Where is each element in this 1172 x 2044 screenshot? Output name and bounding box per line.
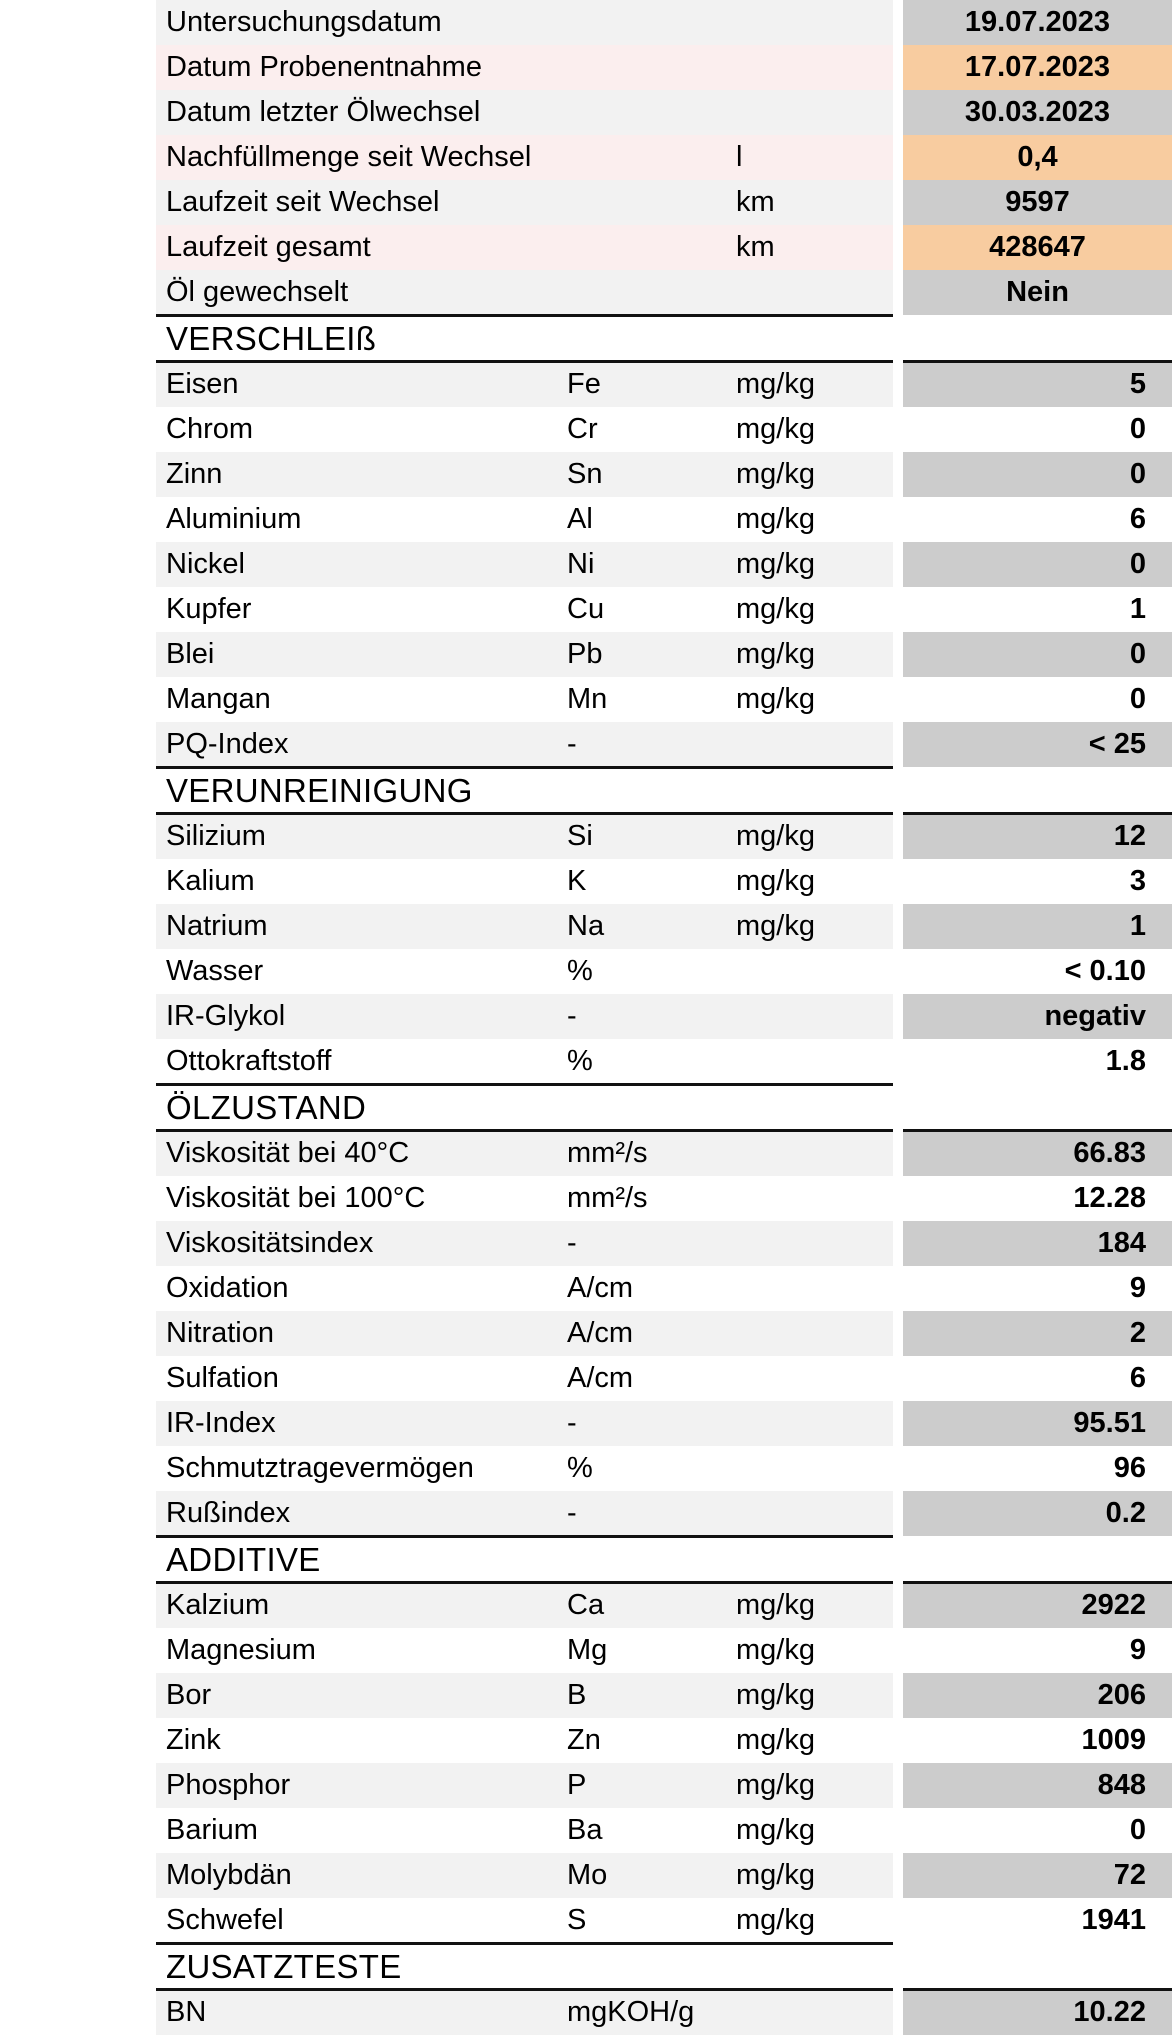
field-value: 0,4	[1017, 141, 1058, 173]
parameter-label: Schwefel	[166, 1904, 284, 1936]
parameter-symbol: mm²/s	[567, 1182, 648, 1214]
field-label: Laufzeit gesamt	[166, 231, 371, 263]
parameter-label: Sulfation	[166, 1362, 279, 1394]
table-row	[156, 1853, 1172, 1898]
parameter-symbol: mm²/s	[567, 1137, 648, 1169]
parameter-value: 95.51	[1073, 1407, 1146, 1439]
value-column-rule	[903, 1129, 1172, 1132]
parameter-label: Kalium	[166, 865, 255, 897]
parameter-symbol: Sn	[567, 458, 603, 490]
table-row	[156, 722, 1172, 767]
table-row	[156, 542, 1172, 587]
parameter-value: 2922	[1081, 1589, 1146, 1621]
table-row	[156, 1039, 1172, 1084]
section-rule	[156, 360, 893, 363]
section-header	[156, 767, 1172, 814]
parameter-unit: mg/kg	[736, 1859, 815, 1891]
table-row	[156, 497, 1172, 542]
parameter-label: Ottokraftstoff	[166, 1045, 332, 1077]
table-row	[156, 632, 1172, 677]
table-row	[156, 1311, 1172, 1356]
parameter-unit: mg/kg	[736, 1634, 815, 1666]
table-row	[156, 1673, 1172, 1718]
parameter-label: Nitration	[166, 1317, 274, 1349]
parameter-unit: mg/kg	[736, 1589, 815, 1621]
parameter-label: Aluminium	[166, 503, 302, 535]
parameter-label: Barium	[166, 1814, 258, 1846]
field-value: 19.07.2023	[964, 6, 1111, 38]
parameter-symbol: A/cm	[567, 1272, 634, 1304]
parameter-symbol: Al	[567, 503, 593, 535]
parameter-unit: mg/kg	[736, 368, 815, 400]
parameter-label: Blei	[166, 638, 215, 670]
section-rule	[156, 1083, 893, 1086]
section-title: VERSCHLEIß	[166, 320, 377, 357]
value-column-rule	[903, 360, 1172, 363]
field-label: Öl gewechselt	[166, 276, 349, 308]
field-value: 17.07.2023	[964, 51, 1111, 83]
parameter-label: Viskosität bei 100°C	[166, 1182, 426, 1214]
parameter-symbol: A/cm	[567, 1317, 634, 1349]
parameter-symbol: %	[567, 955, 593, 987]
section-rule	[156, 1535, 893, 1538]
parameter-label: Nickel	[166, 548, 245, 580]
parameter-symbol: S	[567, 1904, 587, 1936]
parameter-label: IR-Index	[166, 1407, 276, 1439]
table-row	[156, 859, 1172, 904]
parameter-value: 6	[1129, 1362, 1146, 1394]
parameter-unit: mg/kg	[736, 910, 815, 942]
section-header	[156, 1943, 1172, 1990]
table-row	[156, 587, 1172, 632]
parameter-value: 0.2	[1105, 1497, 1146, 1529]
parameter-symbol: Ba	[567, 1814, 603, 1846]
parameter-symbol: A/cm	[567, 1362, 634, 1394]
parameter-symbol: -	[567, 728, 577, 760]
parameter-value: 6	[1129, 503, 1146, 535]
table-row	[156, 1763, 1172, 1808]
value-column-rule	[903, 812, 1172, 815]
parameter-label: IR-Glykol	[166, 1000, 286, 1032]
parameter-symbol: Ni	[567, 548, 595, 580]
parameter-label: Zink	[166, 1724, 221, 1756]
parameter-label: Oxidation	[166, 1272, 289, 1304]
parameter-value: 1941	[1081, 1904, 1146, 1936]
parameter-unit: mg/kg	[736, 1814, 815, 1846]
row-label-background	[156, 1990, 893, 2035]
table-row	[156, 814, 1172, 859]
parameter-symbol: B	[567, 1679, 587, 1711]
parameter-label: Rußindex	[166, 1497, 291, 1529]
field-label: Untersuchungsdatum	[166, 6, 442, 38]
field-label: Datum Probenentnahme	[166, 51, 482, 83]
parameter-symbol: Zn	[567, 1724, 601, 1756]
parameter-label: Molybdän	[166, 1859, 292, 1891]
parameter-label: Eisen	[166, 368, 239, 400]
section-header	[156, 315, 1172, 362]
parameter-unit: mg/kg	[736, 638, 815, 670]
parameter-unit: mg/kg	[736, 593, 815, 625]
parameter-value: 0	[1129, 413, 1146, 445]
parameter-value: 0	[1129, 683, 1146, 715]
parameter-label: PQ-Index	[166, 728, 289, 760]
section-header	[156, 1084, 1172, 1131]
parameter-value: 10.22	[1073, 1996, 1146, 2028]
table-row	[156, 1401, 1172, 1446]
parameter-symbol: Na	[567, 910, 605, 942]
parameter-value: 12	[1113, 820, 1146, 852]
parameter-unit: mg/kg	[736, 548, 815, 580]
parameter-symbol: Cu	[567, 593, 605, 625]
parameter-unit: mg/kg	[736, 683, 815, 715]
parameter-label: Kalzium	[166, 1589, 270, 1621]
table-row	[156, 362, 1172, 407]
parameter-symbol: Pb	[567, 638, 603, 670]
parameter-label: Natrium	[166, 910, 268, 942]
header-row	[156, 90, 1172, 135]
parameter-symbol: Fe	[567, 368, 601, 400]
parameter-label: Wasser	[166, 955, 264, 987]
field-label: Laufzeit seit Wechsel	[166, 186, 440, 218]
table-row	[156, 1356, 1172, 1401]
parameter-label: Zinn	[166, 458, 223, 490]
table-row	[156, 1808, 1172, 1853]
table-row	[156, 994, 1172, 1039]
table-row	[156, 1131, 1172, 1176]
parameter-label: Schmutztragevermögen	[166, 1452, 474, 1484]
table-row	[156, 452, 1172, 497]
header-row	[156, 45, 1172, 90]
parameter-label: Mangan	[166, 683, 271, 715]
section-rule	[156, 1129, 893, 1132]
field-label: Nachfüllmenge seit Wechsel	[166, 141, 532, 173]
header-row	[156, 135, 1172, 180]
parameter-symbol: Ca	[567, 1589, 605, 1621]
section-header	[156, 1536, 1172, 1583]
parameter-value: 72	[1113, 1859, 1146, 1891]
parameter-unit: mg/kg	[736, 1724, 815, 1756]
parameter-symbol: %	[567, 1045, 593, 1077]
section-rule	[156, 1581, 893, 1584]
parameter-value: 96	[1113, 1452, 1146, 1484]
parameter-symbol: %	[567, 1452, 593, 1484]
parameter-value: < 25	[1088, 728, 1146, 760]
parameter-unit: mg/kg	[736, 458, 815, 490]
table-row	[156, 1221, 1172, 1266]
parameter-value: 3	[1129, 865, 1146, 897]
header-row	[156, 0, 1172, 45]
parameter-value: 12.28	[1073, 1182, 1146, 1214]
parameter-label: Phosphor	[166, 1769, 291, 1801]
parameter-value: 66.83	[1073, 1137, 1146, 1169]
field-value: 9597	[1005, 186, 1070, 218]
parameter-value: 9	[1129, 1634, 1146, 1666]
parameter-label: Silizium	[166, 820, 266, 852]
section-rule	[156, 812, 893, 815]
section-title: ADDITIVE	[166, 1541, 321, 1578]
parameter-value: 5	[1129, 368, 1146, 400]
section-rule	[156, 1988, 893, 1991]
table-row	[156, 1628, 1172, 1673]
value-column-rule	[903, 1988, 1172, 1991]
parameter-symbol: -	[567, 1407, 577, 1439]
section-rule	[156, 314, 893, 317]
parameter-value: 0	[1129, 548, 1146, 580]
section-rule	[156, 1942, 893, 1945]
parameter-value: 0	[1129, 458, 1146, 490]
parameter-symbol: -	[567, 1000, 577, 1032]
parameter-symbol: -	[567, 1497, 577, 1529]
parameter-value: < 0.10	[1064, 955, 1146, 987]
parameter-label: Viskosität bei 40°C	[166, 1137, 410, 1169]
parameter-value: 1.8	[1105, 1045, 1146, 1077]
parameter-symbol: -	[567, 1227, 577, 1259]
section-title: VERUNREINIGUNG	[166, 772, 473, 809]
table-row	[156, 1583, 1172, 1628]
field-unit: km	[736, 231, 775, 263]
section-rule	[156, 766, 893, 769]
table-row	[156, 1718, 1172, 1763]
table-row	[156, 1990, 1172, 2035]
field-value: 428647	[989, 231, 1086, 263]
parameter-value: 0	[1129, 1814, 1146, 1846]
header-row	[156, 225, 1172, 270]
parameter-value: 0	[1129, 638, 1146, 670]
table-row	[156, 1491, 1172, 1536]
table-row	[156, 904, 1172, 949]
parameter-symbol: Si	[567, 820, 593, 852]
field-label: Datum letzter Ölwechsel	[166, 96, 481, 128]
table-row	[156, 1446, 1172, 1491]
parameter-symbol: Mn	[567, 683, 608, 715]
parameter-value: 1	[1129, 593, 1146, 625]
table-row	[156, 677, 1172, 722]
field-value: Nein	[1006, 276, 1069, 308]
parameter-value: 1009	[1081, 1724, 1146, 1756]
parameter-label: Bor	[166, 1679, 212, 1711]
field-value: 30.03.2023	[964, 96, 1111, 128]
field-unit: l	[736, 141, 743, 173]
header-row	[156, 270, 1172, 315]
parameter-unit: mg/kg	[736, 503, 815, 535]
parameter-value: 848	[1097, 1769, 1146, 1801]
parameter-symbol: mgKOH/g	[567, 1996, 695, 2028]
parameter-label: Viskositätsindex	[166, 1227, 374, 1259]
section-title: ZUSATZTESTE	[166, 1948, 402, 1985]
parameter-value: 9	[1129, 1272, 1146, 1304]
parameter-symbol: Mg	[567, 1634, 608, 1666]
value-column-rule	[903, 1581, 1172, 1584]
parameter-unit: mg/kg	[736, 1904, 815, 1936]
table-row	[156, 949, 1172, 994]
parameter-symbol: P	[567, 1769, 587, 1801]
section-title: ÖLZUSTAND	[166, 1089, 367, 1126]
parameter-value: 206	[1097, 1679, 1146, 1711]
parameter-label: BN	[166, 1996, 207, 2028]
parameter-value: 1	[1129, 910, 1146, 942]
parameter-label: Kupfer	[166, 593, 252, 625]
parameter-value: negativ	[1044, 1000, 1146, 1032]
parameter-label: Magnesium	[166, 1634, 316, 1666]
parameter-unit: mg/kg	[736, 413, 815, 445]
parameter-symbol: K	[567, 865, 587, 897]
parameter-symbol: Mo	[567, 1859, 608, 1891]
parameter-unit: mg/kg	[736, 1679, 815, 1711]
header-row	[156, 180, 1172, 225]
parameter-value: 2	[1129, 1317, 1146, 1349]
table-row	[156, 1176, 1172, 1221]
parameter-unit: mg/kg	[736, 865, 815, 897]
parameter-unit: mg/kg	[736, 1769, 815, 1801]
parameter-label: Chrom	[166, 413, 254, 445]
field-unit: km	[736, 186, 775, 218]
parameter-unit: mg/kg	[736, 820, 815, 852]
table-row	[156, 407, 1172, 452]
table-row	[156, 1266, 1172, 1311]
parameter-symbol: Cr	[567, 413, 598, 445]
parameter-value: 184	[1097, 1227, 1146, 1259]
table-row	[156, 1898, 1172, 1943]
